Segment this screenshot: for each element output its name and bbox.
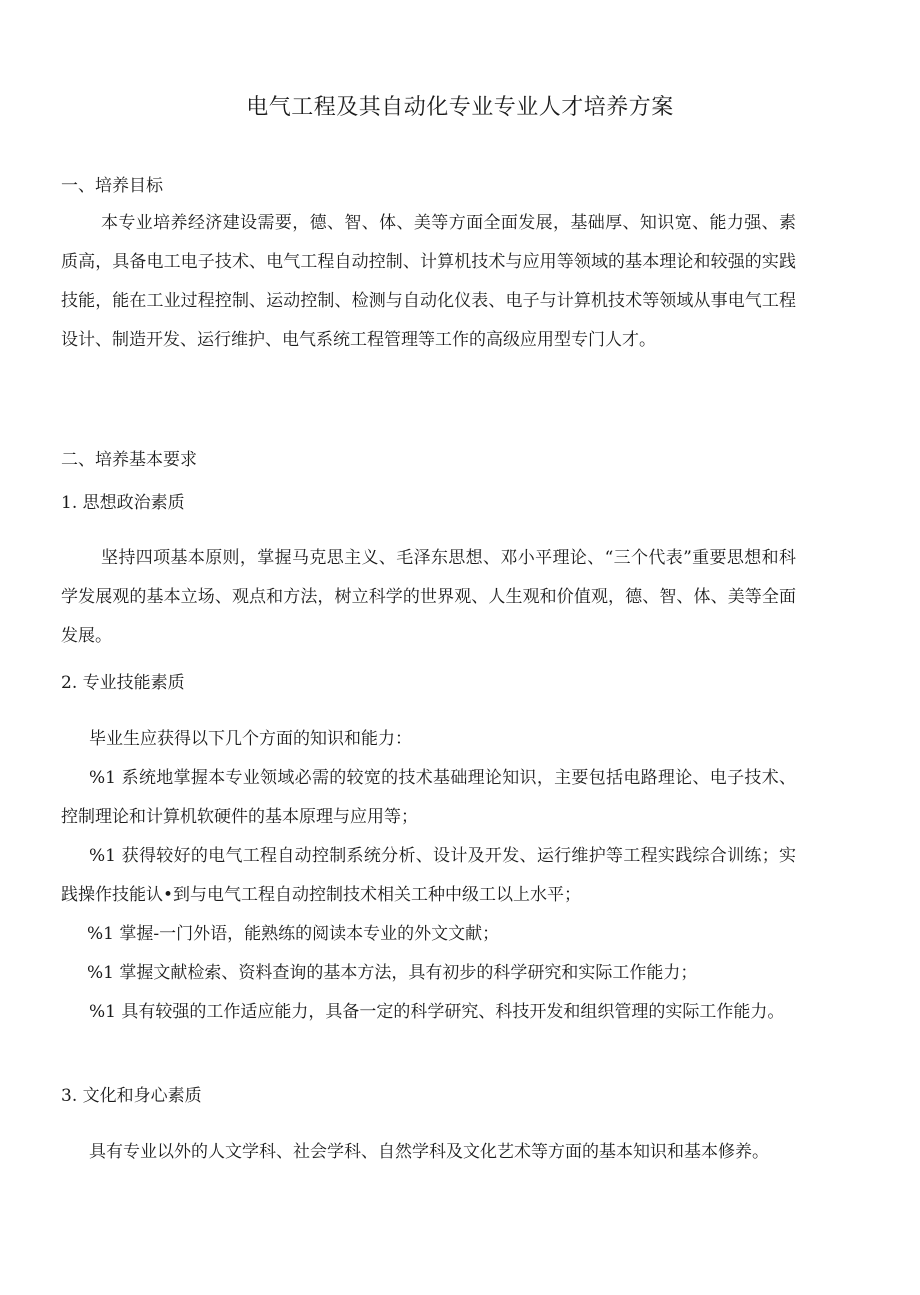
skill-item-4: %1 掌握文献检索、资料查询的基本方法，具有初步的科学研究和实际工作能力； (87, 963, 698, 983)
section-heading-training-goals: 一、培养目标 (61, 176, 163, 196)
skill-item-5: %1 具有较强的工作适应能力，具备一定的科学研究、科技开发和组织管理的实际工作能力。 (89, 1002, 785, 1022)
section-heading-basic-requirements: 二、培养基本要求 (61, 450, 197, 470)
subheading-political-quality: 1. 思想政治素质 (61, 493, 185, 513)
skill-item-1: %1 系统地掌握本专业领域必需的较宽的技术基础理论知识，主要包括电路理论、电子技术、控制理论和计算机软硬件的基本原理与应用等； (61, 768, 796, 827)
skill-item-3: %1 掌握-一门外语，能熟练的阅读本专业的外文文献； (87, 924, 500, 944)
professional-skills-intro: 毕业生应获得以下几个方面的知识和能力： (89, 729, 412, 749)
training-goals-paragraph: 本专业培养经济建设需要，德、智、体、美等方面全面发展，基础厚、知识宽、能力强、素质高，具备电工电子技术、电气工程自动控制、计算机技术与应用等领域的基本理论和较强的实践技能，能在工业过程控制、运动控制、检测与自动化仪表、电子与计算机技术等领域从事电气工程设计、制造开发、运行维护、电气系统工程管理等工作的高级应用型专门人才。 (61, 213, 796, 350)
document-title: 电气工程及其自动化专业专业人才培养方案 (246, 95, 674, 120)
subheading-cultural-quality: 3. 文化和身心素质 (61, 1086, 202, 1106)
skill-item-2: %1 获得较好的电气工程自动控制系统分析、设计及开发、运行维护等工程实践综合训练；实践操作技能认•到与电气工程自动控制技术相关工种中级工以上水平； (61, 846, 796, 905)
subheading-professional-skills: 2. 专业技能素质 (61, 673, 185, 693)
political-quality-paragraph: 坚持四项基本原则，掌握马克思主义、毛泽东思想、邓小平理论、“三个代表”重要思想和科学发展观的基本立场、观点和方法，树立科学的世界观、人生观和价值观，德、智、体、美等全面发展。 (61, 548, 796, 646)
cultural-quality-paragraph: 具有专业以外的人文学科、社会学科、自然学科及文化艺术等方面的基本知识和基本修养。 (89, 1142, 769, 1162)
